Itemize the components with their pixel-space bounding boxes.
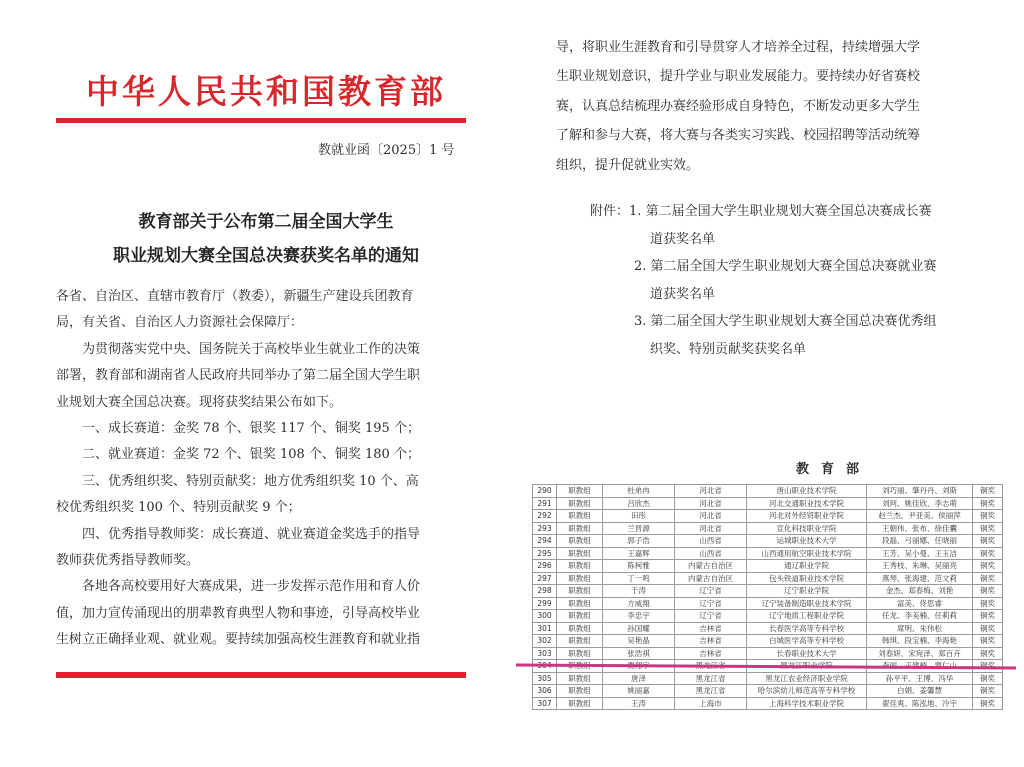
table-row	[533, 697, 1003, 710]
table-cell: 铜奖	[973, 510, 1003, 523]
body-line: 赛，认真总结梳理办赛经验形成自身特色，不断发动更多大学生	[556, 98, 921, 114]
table-row	[533, 685, 1003, 698]
table-cell: 张浩祺	[603, 647, 675, 660]
table-cell: 292	[533, 510, 557, 523]
table-cell: 职教组	[557, 635, 603, 648]
attachment-item	[590, 253, 990, 281]
table-cell: 297	[533, 572, 557, 585]
table-cell: 职教组	[557, 685, 603, 698]
table-cell: 内蒙古自治区	[675, 560, 747, 573]
table-row	[533, 497, 1003, 510]
table-cell: 辽宁装备制造职业技术学院	[747, 597, 867, 610]
table-cell: 铜奖	[973, 497, 1003, 510]
table-cell: 燕琴、张海建、范文莉	[867, 572, 973, 585]
attachment-number: 3.	[634, 314, 647, 329]
table-cell: 铜奖	[973, 685, 1003, 698]
table-cell: 白城医学高等专科学校	[747, 635, 867, 648]
table-cell: 孙平平、王博、冯华	[867, 672, 973, 685]
table-cell: 职教组	[557, 585, 603, 598]
attachment-title-cont: 织奖、特别贡献奖获奖名单	[650, 341, 807, 357]
body-line: 了解和参与大赛，将大赛与各类实习实践、校园招聘等活动统筹	[556, 128, 921, 144]
table-cell: 302	[533, 635, 557, 648]
table-cell: 河北省	[675, 522, 747, 535]
table-cell: 宣化科技职业学院	[747, 522, 867, 535]
table-cell: 辽宁地质工程职业学院	[747, 610, 867, 623]
table-cell: 山西省	[675, 535, 747, 548]
table-cell: 295	[533, 547, 557, 560]
table-row	[533, 572, 1003, 585]
table-cell: 黑龙江农业经济职业学院	[747, 672, 867, 685]
table-cell: 铜奖	[973, 635, 1003, 648]
table-cell: 于涛	[603, 585, 675, 598]
table-cell: 吉林省	[675, 622, 747, 635]
award-list-table	[532, 484, 1003, 710]
table-cell: 298	[533, 585, 557, 598]
body-line: 四、优秀指导教师奖：成长赛道、就业赛道金奖选手的指导	[82, 526, 421, 542]
table-cell: 职教组	[557, 572, 603, 585]
table-cell: 290	[533, 485, 557, 498]
body-line: 局，有关省、自治区人力资源社会保障厅：	[56, 315, 304, 331]
table-row	[533, 597, 1003, 610]
table-cell: 孙国耀	[603, 622, 675, 635]
body-line: 值，加力宣传涌现出的朋辈教育典型人物和事迹，引导高校毕业	[56, 605, 421, 621]
body-line: 组织，提升促就业实效。	[556, 157, 700, 173]
table-cell: 段磊、弓丽娜、任晓丽	[867, 535, 973, 548]
ministry-masthead: 中华人民共和国教育部	[86, 72, 446, 111]
body-line: 导，将职业生涯教育和引导贯穿人才培养全过程，持续增强大学	[556, 40, 921, 55]
table-cell: 刘春妍、宋宛泽、郑百卉	[867, 647, 973, 660]
table-cell: 田彤	[603, 510, 675, 523]
table-cell: 唐山职业技术学院	[747, 485, 867, 498]
table-cell: 王朝伟、张布、徐佳囊	[867, 522, 973, 535]
table-cell: 山西省	[675, 547, 747, 560]
table-cell: 河北交通职业技术学院	[747, 497, 867, 510]
table-cell: 上海科学技术职业学院	[747, 697, 867, 710]
attachment-number: 1.	[629, 204, 642, 219]
table-cell: 铜奖	[973, 585, 1003, 598]
table-cell: 长春医学高等专科学校	[747, 622, 867, 635]
body-line: 生职业规划意识，提升学业与职业发展能力。要持续办好省赛校	[556, 69, 921, 85]
table-cell: 吴艳晶	[603, 635, 675, 648]
table-cell: 300	[533, 610, 557, 623]
table-cell: 河北省	[675, 485, 747, 498]
table-cell: 305	[533, 672, 557, 685]
table-cell: 辽宁省	[675, 585, 747, 598]
table-cell: 铜奖	[973, 522, 1003, 535]
attachment-item	[590, 308, 990, 336]
body-line: 生树立正确择业观、就业观。要持续加强高校生涯教育和就业指	[56, 632, 421, 648]
table-cell: 辽宁省	[675, 610, 747, 623]
table-cell: 哈尔滨幼儿师范高等专科学校	[747, 685, 867, 698]
body-line: 三、优秀组织奖、特别贡献奖：地方优秀组织奖 10 个、高	[82, 473, 419, 489]
table-cell: 职教组	[557, 597, 603, 610]
table-cell: 上海市	[675, 697, 747, 710]
table-cell: 吉林省	[675, 635, 747, 648]
table-cell: 吉林省	[675, 647, 747, 660]
table-row	[533, 672, 1003, 685]
table-row	[533, 522, 1003, 535]
table-row	[533, 585, 1003, 598]
document-number: 教就业函〔2025〕1 号	[318, 143, 455, 158]
attachment-title-cont: 道获奖名单	[650, 231, 716, 247]
body-line: 一、成长赛道：金奖 78 个、银奖 117 个、铜奖 195 个；	[82, 421, 420, 437]
table-cell: 杜弟冉	[603, 485, 675, 498]
attachment-title-cont: 道获奖名单	[650, 286, 716, 302]
table-cell: 黑龙江省	[675, 672, 747, 685]
attachment-title: 第二届全国大学生职业规划大赛全国总决赛成长赛	[645, 204, 932, 219]
header-red-divider	[56, 118, 466, 123]
table-cell: 任龙、李美楠、任莉莉	[867, 610, 973, 623]
table-cell: 职教组	[557, 647, 603, 660]
attachment-title: 第二届全国大学生职业规划大赛全国总决赛优秀组	[650, 314, 937, 329]
table-cell: 294	[533, 535, 557, 548]
table-cell: 河北对外经贸职业学院	[747, 510, 867, 523]
table-cell: 包头铁道职业技术学院	[747, 572, 867, 585]
table-cell: 韩琪、段宝楠、李海艳	[867, 635, 973, 648]
table-cell: 铜奖	[973, 672, 1003, 685]
table-cell: 通辽职业学院	[747, 560, 867, 573]
table-cell: 职教组	[557, 560, 603, 573]
table-row	[533, 485, 1003, 498]
table-row	[533, 510, 1003, 523]
table-cell: 吕欣杰	[603, 497, 675, 510]
table-cell: 307	[533, 697, 557, 710]
table-cell: 职教组	[557, 672, 603, 685]
table-cell: 唐泽	[603, 672, 675, 685]
table-cell: 辽宁职业学院	[747, 585, 867, 598]
table-row	[533, 610, 1003, 623]
body-line: 校优秀组织奖 100 个、特别贡献奖 9 个；	[56, 500, 301, 516]
table-cell: 长春职业技术大学	[747, 647, 867, 660]
table-cell: 兰晋源	[603, 522, 675, 535]
table-cell: 方威翔	[603, 597, 675, 610]
table-cell: 白娟、姜馨慧	[867, 685, 973, 698]
attachments-label: 附件：	[590, 204, 630, 219]
table-cell: 翟佳爽、陈泓地、冷宇	[867, 697, 973, 710]
table-cell: 铜奖	[973, 535, 1003, 548]
table-cell: 铜奖	[973, 697, 1003, 710]
table-cell: 李忠宇	[603, 610, 675, 623]
page-mark: 教育部	[796, 462, 872, 477]
table-cell: 金杰、郑春梅、刘艳	[867, 585, 973, 598]
table-cell: 内蒙古自治区	[675, 572, 747, 585]
table-cell: 铜奖	[973, 485, 1003, 498]
table-cell: 296	[533, 560, 557, 573]
table-cell: 刘巧丽、肇丹丹、刘斯	[867, 485, 973, 498]
table-cell: 陈柯雅	[603, 560, 675, 573]
table-cell: 职教组	[557, 485, 603, 498]
table-cell: 铜奖	[973, 597, 1003, 610]
table-cell: 刘珂、姚佳欣、李志萌	[867, 497, 973, 510]
body-line: 各地各高校要用好大赛成果，进一步发挥示范作用和育人价	[82, 579, 421, 595]
body-line: 二、就业赛道：金奖 72 个、银奖 108 个、铜奖 180 个；	[82, 447, 420, 463]
attachment-number: 2.	[634, 259, 647, 274]
table-cell: 职教组	[557, 510, 603, 523]
table-cell: 河北省	[675, 497, 747, 510]
table-cell: 王芳、吴小曼、王玉洁	[867, 547, 973, 560]
table-cell: 铜奖	[973, 572, 1003, 585]
body-line: 各省、自治区、直辖市教育厅（教委），新疆生产建设兵团教育	[56, 289, 414, 304]
table-cell: 丁一鸣	[603, 572, 675, 585]
table-cell: 姚丽嘉	[603, 685, 675, 698]
table-cell: 席明、朱伟松	[867, 622, 973, 635]
table-cell: 303	[533, 647, 557, 660]
table-cell: 291	[533, 497, 557, 510]
table-cell: 293	[533, 522, 557, 535]
table-cell: 山西通用航空职业技术学院	[747, 547, 867, 560]
notice-title-line1: 教育部关于公布第二届全国大学生	[138, 212, 394, 232]
attachments-list	[590, 198, 990, 363]
table-row	[533, 635, 1003, 648]
table-cell: 职教组	[557, 610, 603, 623]
footer-red-divider	[56, 672, 466, 678]
attachment-title: 第二届全国大学生职业规划大赛全国总决赛就业赛	[650, 259, 937, 274]
table-row	[533, 647, 1003, 660]
table-cell: 运城职业技术大学	[747, 535, 867, 548]
table-cell: 306	[533, 685, 557, 698]
table-cell: 富美、佟思睿	[867, 597, 973, 610]
table-row	[533, 547, 1003, 560]
table-row	[533, 535, 1003, 548]
body-line: 为贯彻落实党中央、国务院关于高校毕业生就业工作的决策	[82, 341, 421, 357]
body-line: 部署，教育部和湖南省人民政府共同举办了第二届全国大学生职	[56, 368, 421, 384]
body-line: 业规划大赛全国总决赛。现将获奖结果公布如下。	[56, 394, 343, 410]
table-cell: 铜奖	[973, 560, 1003, 573]
table-cell: 铜奖	[973, 547, 1003, 560]
table-cell: 黑龙江省	[675, 685, 747, 698]
table-cell: 职教组	[557, 497, 603, 510]
notice-title-line2: 职业规划大赛全国总决赛获奖名单的通知	[113, 246, 419, 266]
table-cell: 铜奖	[973, 610, 1003, 623]
table-row	[533, 622, 1003, 635]
table-cell: 赵兰杰、尹亚美、侯丽萍	[867, 510, 973, 523]
table-cell: 辽宁省	[675, 597, 747, 610]
table-cell: 王涛	[603, 697, 675, 710]
table-cell: 299	[533, 597, 557, 610]
table-cell: 职教组	[557, 697, 603, 710]
table-cell: 王秀枝、朱琳、吴丽亮	[867, 560, 973, 573]
table-row	[533, 560, 1003, 573]
attachment-item	[590, 198, 990, 226]
table-cell: 职教组	[557, 547, 603, 560]
table-cell: 铜奖	[973, 622, 1003, 635]
notice-body-right	[556, 33, 976, 180]
table-cell: 河北省	[675, 510, 747, 523]
table-cell: 铜奖	[973, 647, 1003, 660]
notice-body-left	[56, 284, 470, 654]
table-cell: 郭子浩	[603, 535, 675, 548]
table-cell: 职教组	[557, 622, 603, 635]
table-cell: 王嘉辉	[603, 547, 675, 560]
table-cell: 职教组	[557, 535, 603, 548]
table-cell: 301	[533, 622, 557, 635]
body-line: 教师获优秀指导教师奖。	[56, 553, 200, 569]
table-cell: 职教组	[557, 522, 603, 535]
